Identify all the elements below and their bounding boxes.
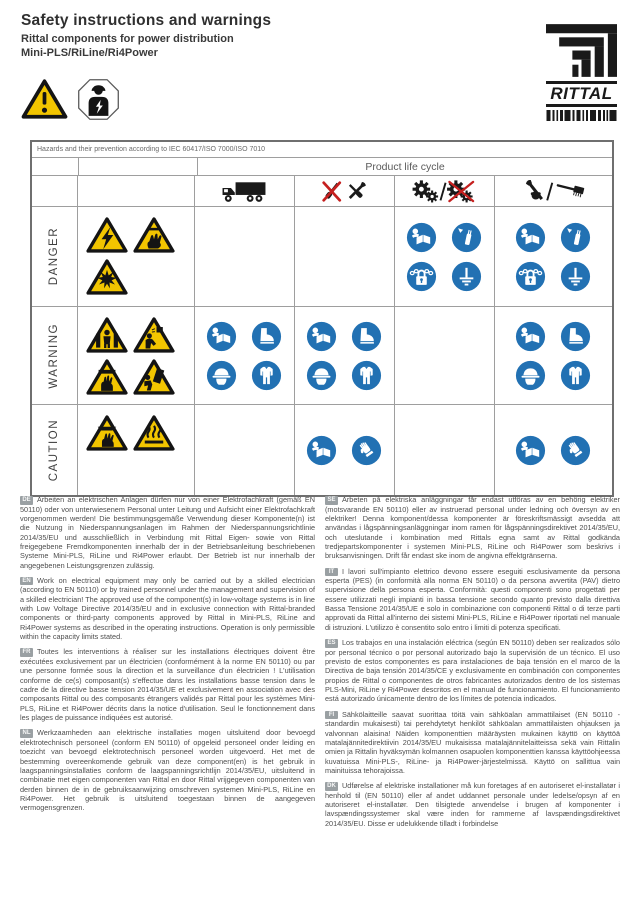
safety-paragraph-fr: FR Toutes les interventions à réaliser sur les installations électriques doivent être exécutées exclusivement par un électricien (conformément à la norme EN 50110) ou par une personne formée sous la direction et la surveillance d'un électricien ! L'utilisation conforme de ce(s) composant(s) s'effectue dans les installations basse tension dans le cadre de la directive basse tension 2014/35/UE et exclusivement en association avec des composants Rittal ou des composants étrangers validés par Rittal pour les systèmes Mini-PLS, RiLine et Ri4Power décrits dans la notice d'utilisation. Seul le fonctionnement dans les plages de puissance indiquées est autorisé.: [20, 647, 315, 723]
safety-boots-icon: [251, 321, 282, 352]
safety-paragraph-it: IT I lavori sull'impianto elettrico devono essere eseguiti esclusivamente da persona esperta (PES) (in conformità alla norma EN 50110) o da persona avvertita (PAV) dietro supervisione della persona esperta. Conformità: questi componenti sono progettati per essere utilizzati negli impianti in bassa tensione secondo quanto previsto dalla direttiva Bassa Tensione 2014/35/UE e solo in combinazione con componenti Rittal o di terze parti approvati da Rittal all'interno dei sistemi Mini-PLS, RiLine e Ri4Power riportati nel manuale di istruzioni. L'utilizzo è consentito solo entro i limiti di potenza specificati.: [325, 566, 620, 632]
disconnect-mains-icon: [560, 222, 591, 253]
safety-paragraph-nl: NL Werkzaamheden aan elektrische installaties mogen uitsluitend door bevoegd elektrotechnisch personeel (conform EN 50110) of opgeleid personeel onder leiding en toezicht van bevoegd elektrotechnisch personeel worden uitgevoerd. Het met de bestemming overeenkomende gebruik van deze component(en) is het gebruik in laagspanningsinstallaties conform de laagspanningsrichtlijn 2014/35/EU, uitsluitend in combinatie met eigen componenten van Rittal en door Rittal vrijgegeven componenten van derden binnen de in de gebruiksaanwijzing omschreven systemen Mini-PLS, RiLine en Ri4Power. Het gebruik is uitsluitend toegestaan binnen de aangegeven vermogensgrenzen.: [20, 728, 315, 813]
warning-hazards-cell: [78, 307, 195, 404]
protective-clothing-icon: [351, 360, 382, 391]
language-column-right: [325, 495, 620, 834]
language-badge-nl: NL: [20, 729, 33, 738]
language-badge-fi: FI: [325, 711, 338, 720]
rittal-logo: [546, 24, 617, 121]
table-caption: Hazards and their prevention according to IEC 60417/ISO 7000/ISO 7010: [32, 142, 612, 158]
safety-paragraph-dk: DK Udførelse af elektriske installationer må kun foretages af en autoriseret el-installatør i henhold til (EN 50110) eller af andet uddannet personale under ledelse/opsyn af en autoriseret el-installatør. Den tilsigtede anvendelse i brugen af komponenter i lavspændingssystemer skal være inden for rammerne af lavspændingsdirektivet 2014/35/EU. Disse er udelukkende tilladt i forbindelse: [325, 781, 620, 828]
severity-label: DANGER: [32, 207, 78, 306]
lifecycle-icons-row: [32, 176, 612, 207]
assembly-tools-icon: [320, 180, 368, 203]
safety-boots-icon: [351, 321, 382, 352]
crush-body-icon: [86, 316, 128, 354]
read-manual-icon: [306, 321, 337, 352]
caution-maintenance-cell: [495, 405, 612, 495]
read-manual-icon: [515, 321, 546, 352]
product-line: Mini-PLS/RiLine/Ri4Power: [21, 47, 158, 59]
disconnect-mains-icon: [451, 222, 482, 253]
hand-crush-icon: [86, 358, 128, 396]
rittal-logo-barcode-icon: [546, 110, 617, 121]
sharp-edges-icon: [86, 414, 128, 452]
general-warning-icon: [21, 78, 68, 120]
safety-helmet-icon: [206, 360, 237, 391]
caution-hazards-cell: [78, 405, 195, 495]
tip-over-icon: [133, 358, 175, 396]
electric-shock-icon: [86, 216, 128, 254]
protective-clothing-icon: [560, 360, 591, 391]
safety-paragraph-se: SE Arbeten på elektriska anläggningar får endast utföras av en behörig elektriker (motsvarande EN 50110) eller av instruerad personal under ledning och översyn av en elektriker! Denna komponent/dessa komponenter är föreskriftsmässigt avsedda att användas i lågspänningsanläggningar inom ramen för lågspänningsdirektivet 2014/35/EU, och uteslutande i kombination med Rittals egna samt av Rittal godkända tredjepartskomponenter i systemen Mini-PLS, RiLine och Ri4Power som beskrivs i bruksanvisningen. Drift får endast ske inom de angivna effektgränserna.: [325, 495, 620, 561]
lifecycle-header: Product life cycle: [365, 160, 445, 173]
read-manual-icon: [515, 222, 546, 253]
read-manual-icon: [406, 222, 437, 253]
lockout-icon: [515, 261, 546, 292]
safety-paragraph-en: EN Work on electrical equipment may only be carried out by a skilled electrician (according to EN 50110) or by trained personnel under the management and supervision of a skilled electrician! The approved use of the component(s) in low-voltage systems is in line with Low Voltage Directive 2014/35/EU and in exclusive connection with Rittal-branded components or third-party components approved by Rittal in Mini-PLS, RiLine and Ri4Power systems as described in the operating instructions. Operation is only permissible within the capacity limits stated.: [20, 575, 315, 642]
protective-gloves-icon: [560, 435, 591, 466]
language-badge-de: DE: [20, 496, 33, 505]
warning-transport-cell: [195, 307, 294, 404]
danger-maintenance-cell: [495, 207, 612, 306]
empty-cell: [79, 158, 198, 175]
language-sections: [20, 495, 620, 834]
caution-operation-cell: [395, 405, 494, 495]
empty-cell: [78, 176, 195, 206]
language-badge-en: EN: [20, 577, 33, 586]
lifecycle-col-maintenance: [495, 176, 612, 206]
page-subtitle: Rittal components for power distribution: [21, 33, 234, 45]
warning-maintenance-cell: [495, 307, 612, 404]
rittal-logo-frames-icon: [546, 24, 617, 77]
lifecycle-col-assembly: [295, 176, 395, 206]
safety-paragraph-fi: FI Sähkölaitteille saavat suorittaa töitä vain sähköalan ammattilaiset (EN 50110 -standardin mukaisesti) tai perehdytetyt henkilöt sähköalan ammattilaisten ohjauksen ja valvonnan alaisina! Näiden komponenttien määräysten mukainen käyttö on käyttöä matalajännitedirektiivin 2014/35/EU mukaisissa matalajännitelaitteissa sekä vain Rittalin omien ja Rittalin hyväksymän kolmannen osapuolen komponenttien kanssa käyttöohjeessa kuvatuissa Mini-PLS-, RiLine- ja Ri4Power-järjestelmissä. Käyttö on sallittua vain mainituissa tehorajoissa.: [325, 709, 620, 775]
maintenance-tools-icon: [520, 180, 586, 203]
lifecycle-table-body: [32, 207, 612, 495]
severity-row-warning: [32, 307, 612, 405]
language-badge-it: IT: [325, 568, 338, 577]
read-manual-icon: [206, 321, 237, 352]
rittal-logo-text: RITTAL: [546, 81, 617, 107]
safety-helmet-icon: [306, 360, 337, 391]
warning-operation-cell: [395, 307, 494, 404]
truck-transport-icon: [220, 180, 268, 203]
arc-flash-icon: [86, 258, 128, 296]
severity-row-caution: [32, 405, 612, 495]
severity-row-danger: [32, 207, 612, 307]
safety-boots-icon: [560, 321, 591, 352]
lifecycle-table: [30, 140, 614, 497]
danger-transport-cell: [195, 207, 294, 306]
danger-hazards-cell: [78, 207, 195, 306]
protective-clothing-icon: [251, 360, 282, 391]
lifecycle-col-transport: [195, 176, 294, 206]
caution-transport-cell: [195, 405, 294, 495]
danger-assembly-cell: [295, 207, 395, 306]
lifecycle-header-row: [32, 158, 612, 176]
language-badge-dk: DK: [325, 782, 338, 791]
earth-connection-icon: [560, 261, 591, 292]
safety-paragraph-es: ES Los trabajos en una instalación eléctrica (según EN 50110) deben ser realizados sólo por personal técnico o por personal autorizado bajo la supervisión de un técnico. El uso previsto de estos componentes es para instalaciones de baja tensión en el marco de la Directiva de baja tensión 2014/35/CE y exclusivamente en combinación con componentes propios de Rittal o componentes de otros fabricantes autorizados dentro de los sistemas PLS-Mini, RiLine y Ri4Power descritos en el manual de funcionamiento. El funcionamiento está autorizado únicamente dentro de los límites de potencia indicados.: [325, 638, 620, 704]
hot-surface-icon: [133, 414, 175, 452]
safety-helmet-icon: [515, 360, 546, 391]
lifecycle-col-operation: [395, 176, 494, 206]
qualified-electrician-icon: [77, 78, 120, 121]
read-manual-icon: [306, 435, 337, 466]
language-badge-es: ES: [325, 639, 338, 648]
page-title: Safety instructions and warnings: [21, 12, 272, 29]
hand-injury-icon: [133, 216, 175, 254]
read-manual-icon: [515, 435, 546, 466]
operation-gears-icon: [411, 180, 477, 203]
language-badge-fr: FR: [20, 648, 33, 657]
empty-cell: [32, 176, 78, 206]
severity-label: CAUTION: [32, 405, 78, 495]
empty-cell: [32, 158, 79, 175]
danger-operation-cell: [395, 207, 494, 306]
lockout-icon: [406, 261, 437, 292]
safety-paragraph-de: DE Arbeiten an elektrischen Anlagen dürfen nur von einer Elektrofachkraft (gemäß EN 50110) oder von unterwiesenem Personal unter Leitung und Aufsicht einer Elektrofachkraft vorgenommen werden! Die bestimmungsgemäße Verwendung dieser Komponente(n) ist die Nutzung in Niederspannungsanlagen im Rahmen der Niederspannungsrichtlinie 2014/35/EU und ausschließlich in Verbindung mit Rittal Eigen- sowie von Rittal freigegebene Fremdkomponenten innerhalb der in der Betriebsanleitung beschriebenen Systeme Mini-PLS, RiLine und Ri4Power erlaubt. Der Betrieb ist nur innerhalb der angegebenen Leistungsgrenzen zulässig.: [20, 495, 315, 570]
caution-assembly-cell: [295, 405, 395, 495]
language-column-left: [20, 495, 315, 834]
severity-label: WARNING: [32, 307, 78, 404]
earth-connection-icon: [451, 261, 482, 292]
falling-objects-icon: [133, 316, 175, 354]
protective-gloves-icon: [351, 435, 382, 466]
warning-assembly-cell: [295, 307, 395, 404]
language-badge-se: SE: [325, 496, 338, 505]
